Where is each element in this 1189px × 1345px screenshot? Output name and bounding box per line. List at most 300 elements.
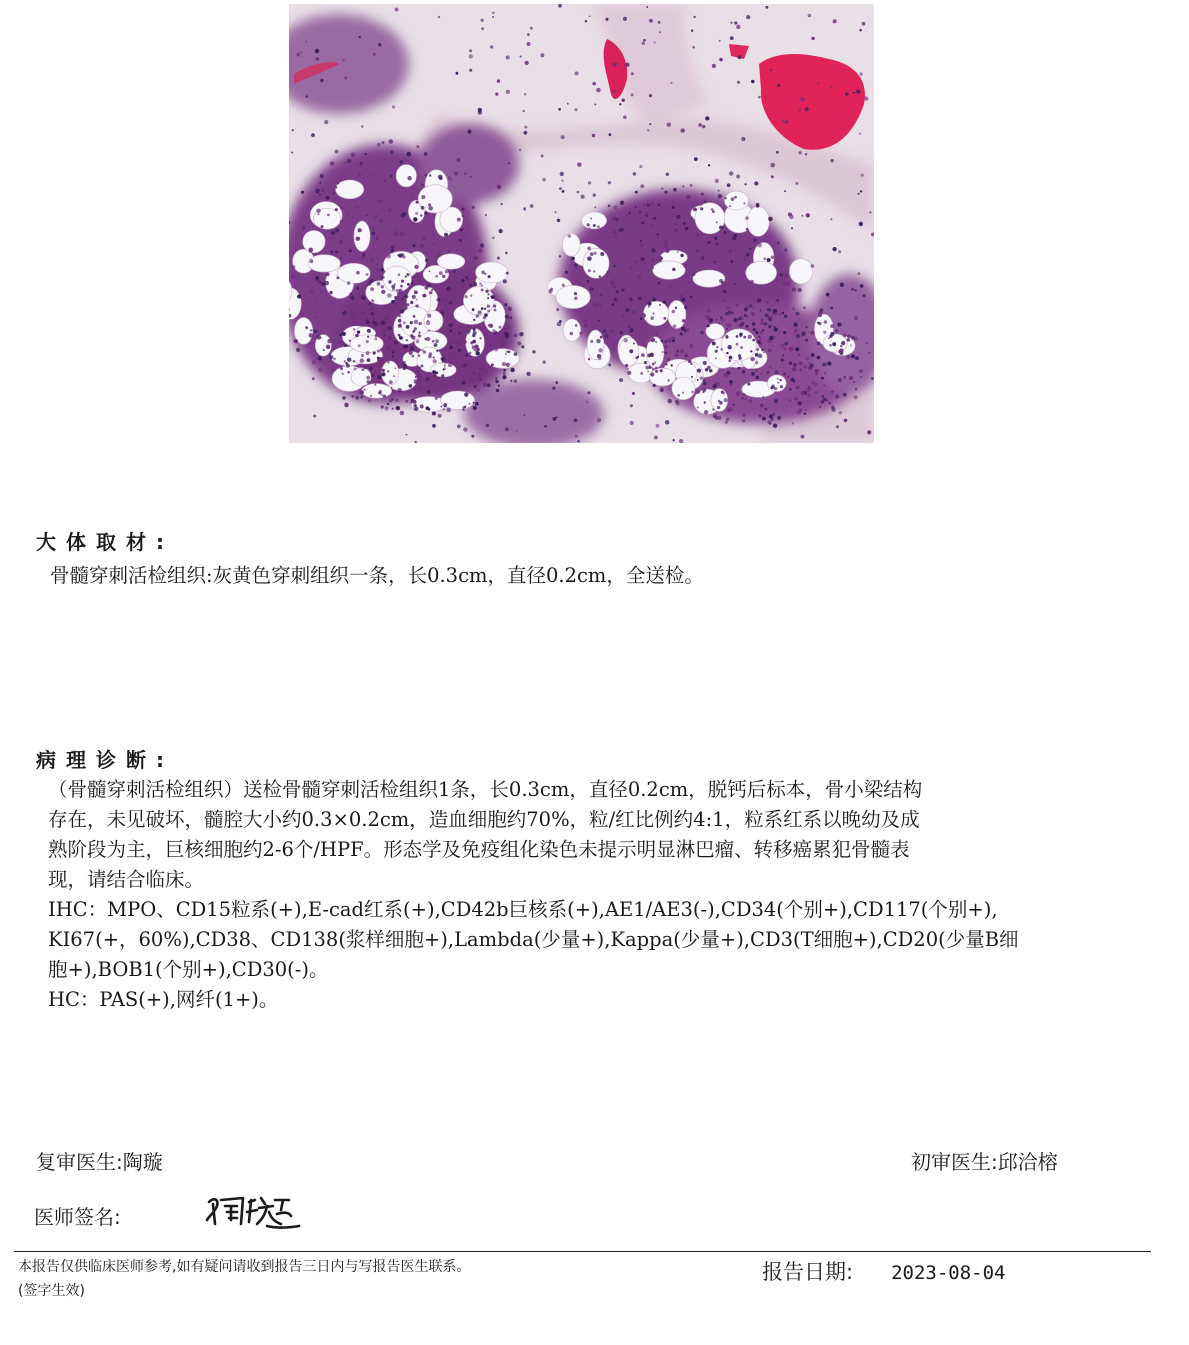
cell-nucleus — [395, 399, 398, 402]
cell-nucleus — [524, 131, 528, 135]
cell-nucleus — [470, 244, 472, 246]
cell-nucleus — [585, 20, 588, 23]
cell-nucleus — [459, 239, 462, 242]
cell-nucleus — [835, 395, 839, 399]
cell-nucleus — [707, 241, 710, 244]
cell-nucleus — [429, 352, 433, 356]
cell-nucleus — [805, 409, 807, 411]
cell-nucleus — [392, 288, 395, 291]
cell-nucleus — [847, 334, 851, 338]
cell-nucleus — [381, 268, 384, 271]
cell-nucleus — [394, 283, 396, 285]
cell-nucleus — [454, 346, 456, 348]
cell-nucleus — [733, 404, 735, 406]
cell-nucleus — [724, 197, 726, 199]
cell-nucleus — [744, 308, 748, 312]
cell-nucleus — [743, 257, 747, 261]
cell-nucleus — [710, 240, 713, 243]
cell-nucleus — [609, 133, 612, 136]
cell-nucleus — [478, 248, 482, 252]
cell-nucleus — [336, 276, 339, 279]
cell-nucleus — [851, 288, 854, 291]
cell-nucleus — [681, 327, 686, 332]
cell-nucleus — [404, 344, 408, 348]
cell-nucleus — [843, 334, 847, 338]
cell-nucleus — [387, 370, 389, 372]
cell-nucleus — [606, 18, 609, 21]
cell-nucleus — [377, 350, 380, 353]
cell-nucleus — [453, 269, 456, 272]
cell-nucleus — [664, 345, 667, 348]
cell-nucleus — [613, 230, 617, 234]
cell-nucleus — [497, 79, 500, 82]
cell-nucleus — [803, 307, 805, 309]
cell-nucleus — [413, 387, 417, 391]
cell-nucleus — [753, 328, 757, 332]
cell-nucleus — [366, 351, 370, 355]
cell-nucleus — [777, 378, 779, 380]
cell-nucleus — [468, 355, 470, 357]
cell-nucleus — [632, 310, 636, 314]
cell-nucleus — [600, 336, 603, 339]
cell-nucleus — [416, 274, 418, 276]
fat-vacuole — [303, 230, 325, 252]
cell-nucleus — [399, 160, 403, 164]
cell-nucleus — [464, 364, 467, 367]
cell-nucleus — [395, 303, 397, 305]
cell-nucleus — [732, 367, 735, 370]
fat-vacuole — [653, 261, 686, 279]
cell-nucleus — [464, 350, 466, 352]
cell-nucleus — [612, 90, 616, 94]
cell-nucleus — [487, 383, 491, 387]
diagnosis-line: IHC：MPO、CD15粒系(+),E-cad红系(+),CD42b巨核系(+),AE1/AE3(-),CD34(个别+),CD117(个别+), — [48, 898, 998, 921]
cell-nucleus — [332, 189, 335, 192]
cell-nucleus — [480, 243, 484, 247]
cell-nucleus — [312, 360, 317, 365]
cell-nucleus — [853, 395, 857, 399]
cell-nucleus — [696, 250, 698, 252]
cell-nucleus — [752, 339, 755, 342]
cell-nucleus — [632, 392, 635, 395]
cell-nucleus — [505, 335, 509, 339]
cell-nucleus — [398, 319, 402, 323]
cell-nucleus — [700, 331, 704, 335]
cell-nucleus — [330, 161, 335, 166]
cell-nucleus — [763, 258, 766, 261]
cell-nucleus — [481, 289, 484, 292]
cell-nucleus — [756, 348, 759, 351]
cell-nucleus — [860, 376, 862, 378]
cell-nucleus — [530, 204, 534, 208]
cell-nucleus — [492, 11, 495, 14]
cell-nucleus — [746, 15, 750, 19]
cell-nucleus — [301, 191, 304, 194]
cell-nucleus — [782, 312, 785, 315]
cell-nucleus — [741, 137, 745, 141]
cell-nucleus — [659, 304, 661, 306]
cell-nucleus — [441, 311, 444, 314]
cell-nucleus — [371, 374, 374, 377]
cell-nucleus — [374, 384, 376, 386]
cell-nucleus — [803, 365, 807, 369]
cell-nucleus — [661, 187, 663, 189]
cell-nucleus — [739, 324, 742, 327]
cell-nucleus — [692, 46, 695, 49]
cell-nucleus — [642, 313, 646, 317]
cell-nucleus — [469, 284, 472, 287]
cell-nucleus — [398, 353, 400, 355]
cell-nucleus — [688, 360, 692, 364]
cell-nucleus — [410, 301, 413, 304]
cell-nucleus — [654, 435, 658, 439]
cell-nucleus — [760, 338, 762, 340]
cell-nucleus — [425, 259, 428, 262]
cell-nucleus — [584, 324, 587, 327]
cell-nucleus — [387, 254, 391, 258]
cell-nucleus — [758, 96, 761, 99]
cell-nucleus — [777, 416, 781, 420]
cell-nucleus — [807, 387, 811, 391]
cell-nucleus — [349, 249, 352, 252]
cell-nucleus — [432, 424, 436, 428]
cell-nucleus — [635, 191, 638, 194]
cell-nucleus — [793, 323, 797, 327]
cell-nucleus — [499, 229, 503, 233]
cell-nucleus — [798, 354, 800, 356]
cell-nucleus — [665, 363, 668, 366]
cell-nucleus — [461, 215, 463, 217]
cell-nucleus — [432, 340, 435, 343]
cell-nucleus — [587, 280, 590, 283]
cell-nucleus — [664, 351, 667, 354]
cell-nucleus — [588, 269, 591, 272]
cell-nucleus — [588, 181, 591, 184]
cell-nucleus — [845, 92, 849, 96]
cell-nucleus — [773, 424, 777, 428]
cell-nucleus — [356, 287, 359, 290]
cell-nucleus — [429, 174, 432, 177]
cell-nucleus — [464, 172, 467, 175]
cell-nucleus — [850, 344, 852, 346]
cell-nucleus — [844, 419, 848, 423]
cell-nucleus — [690, 296, 692, 298]
cell-nucleus — [731, 312, 734, 315]
cell-nucleus — [483, 332, 487, 336]
cell-nucleus — [600, 252, 604, 256]
cell-nucleus — [381, 394, 383, 396]
cell-nucleus — [478, 310, 482, 314]
cell-nucleus — [435, 397, 438, 400]
cell-nucleus — [438, 414, 442, 418]
cell-nucleus — [650, 202, 654, 206]
cell-nucleus — [335, 250, 338, 253]
cell-nucleus — [315, 189, 320, 194]
cell-nucleus — [413, 400, 417, 404]
cell-nucleus — [417, 371, 419, 373]
cell-nucleus — [740, 346, 743, 349]
cell-nucleus — [473, 331, 477, 335]
cell-nucleus — [660, 340, 663, 343]
cell-nucleus — [682, 319, 685, 322]
cell-nucleus — [649, 123, 651, 125]
cell-nucleus — [604, 334, 608, 338]
cell-nucleus — [419, 386, 421, 388]
cell-nucleus — [391, 300, 394, 303]
cell-nucleus — [628, 326, 630, 328]
cell-nucleus — [772, 413, 775, 416]
cell-nucleus — [291, 274, 295, 278]
cell-nucleus — [806, 326, 808, 328]
cell-nucleus — [613, 264, 616, 267]
cell-nucleus — [514, 379, 518, 383]
cell-nucleus — [392, 355, 394, 357]
cell-nucleus — [413, 217, 417, 221]
cell-nucleus — [814, 383, 818, 387]
cell-nucleus — [689, 344, 693, 348]
cell-nucleus — [729, 356, 733, 360]
cell-nucleus — [821, 377, 824, 380]
cell-nucleus — [349, 340, 351, 342]
cell-nucleus — [647, 129, 649, 131]
cell-nucleus — [461, 280, 463, 282]
cell-nucleus — [855, 356, 859, 360]
cell-nucleus — [626, 259, 628, 261]
cell-nucleus — [625, 364, 628, 367]
cell-nucleus — [659, 256, 663, 260]
cell-nucleus — [369, 367, 372, 370]
cell-nucleus — [384, 315, 389, 320]
cell-nucleus — [759, 415, 761, 417]
cell-nucleus — [350, 313, 353, 316]
cell-nucleus — [657, 282, 660, 285]
cell-nucleus — [421, 206, 425, 210]
cell-nucleus — [797, 288, 801, 292]
cell-nucleus — [707, 308, 712, 313]
cell-nucleus — [319, 281, 322, 284]
cell-nucleus — [472, 371, 476, 375]
cell-nucleus — [452, 323, 454, 325]
cell-nucleus — [581, 195, 585, 199]
cell-nucleus — [407, 176, 411, 180]
cell-nucleus — [479, 367, 484, 372]
cell-nucleus — [300, 51, 302, 53]
cell-nucleus — [600, 294, 602, 296]
cell-nucleus — [378, 43, 381, 46]
cell-nucleus — [420, 405, 424, 409]
cell-nucleus — [733, 234, 737, 238]
cell-nucleus — [626, 214, 629, 217]
cell-nucleus — [644, 262, 647, 265]
cell-nucleus — [795, 347, 799, 351]
cell-nucleus — [775, 370, 779, 374]
cell-nucleus — [344, 403, 348, 407]
cell-nucleus — [703, 382, 707, 386]
cell-nucleus — [574, 108, 577, 111]
cell-nucleus — [727, 323, 732, 328]
cell-nucleus — [314, 330, 317, 333]
cell-nucleus — [562, 180, 564, 182]
diagnosis-line: 胞+),BOB1(个别+),CD30(-)。 — [48, 958, 329, 981]
cell-nucleus — [663, 317, 666, 320]
cell-nucleus — [784, 342, 788, 346]
cell-nucleus — [619, 103, 621, 105]
date-label: 报告日期: — [762, 1260, 854, 1284]
cell-nucleus — [575, 324, 578, 327]
cell-nucleus — [400, 232, 404, 236]
cell-nucleus — [756, 203, 760, 207]
cell-nucleus — [392, 407, 394, 409]
cell-nucleus — [745, 216, 749, 220]
cell-nucleus — [784, 315, 788, 319]
cell-nucleus — [727, 183, 731, 187]
cell-nucleus — [544, 425, 547, 428]
cell-nucleus — [598, 348, 602, 352]
cell-nucleus — [327, 339, 331, 343]
cell-nucleus — [292, 129, 294, 131]
cell-nucleus — [379, 219, 383, 223]
cell-nucleus — [465, 295, 468, 298]
cell-nucleus — [693, 16, 695, 18]
cell-nucleus — [671, 82, 673, 84]
cell-nucleus — [785, 120, 788, 123]
cell-nucleus — [383, 395, 386, 398]
cell-nucleus — [836, 425, 839, 428]
cell-nucleus — [742, 419, 745, 422]
cell-nucleus — [689, 318, 691, 320]
cell-nucleus — [830, 332, 834, 336]
cell-nucleus — [791, 227, 793, 229]
cell-nucleus — [442, 298, 446, 302]
cell-nucleus — [461, 365, 464, 368]
cell-nucleus — [613, 298, 617, 302]
fat-vacuole — [437, 254, 464, 269]
cell-nucleus — [310, 329, 313, 332]
cell-nucleus — [776, 151, 779, 154]
cell-nucleus — [719, 279, 723, 283]
cell-nucleus — [725, 421, 728, 424]
cell-nucleus — [356, 236, 361, 241]
cell-nucleus — [788, 399, 791, 402]
cell-nucleus — [338, 340, 341, 343]
cell-nucleus — [715, 350, 718, 353]
cell-nucleus — [733, 283, 735, 285]
fat-vacuole — [747, 206, 769, 236]
cell-nucleus — [444, 365, 446, 367]
cell-nucleus — [635, 356, 638, 359]
cell-nucleus — [347, 320, 349, 322]
cell-nucleus — [729, 205, 731, 207]
cell-nucleus — [750, 280, 754, 284]
cell-nucleus — [727, 408, 731, 412]
cell-nucleus — [401, 213, 405, 217]
cell-nucleus — [337, 182, 339, 184]
cell-nucleus — [705, 368, 709, 372]
cell-nucleus — [446, 287, 450, 291]
cell-nucleus — [481, 284, 483, 286]
cell-nucleus — [361, 295, 366, 300]
cell-nucleus — [463, 340, 467, 344]
cell-nucleus — [434, 374, 436, 376]
cell-nucleus — [467, 330, 470, 333]
cell-nucleus — [389, 399, 393, 403]
cell-nucleus — [748, 335, 752, 339]
cell-nucleus — [833, 19, 837, 23]
cell-nucleus — [810, 331, 814, 335]
cell-nucleus — [504, 303, 507, 306]
cell-nucleus — [487, 304, 490, 307]
cell-nucleus — [776, 299, 779, 302]
cell-nucleus — [691, 376, 693, 378]
cell-nucleus — [411, 355, 414, 358]
cell-nucleus — [356, 271, 360, 275]
cell-nucleus — [344, 360, 346, 362]
cell-nucleus — [450, 329, 453, 332]
cell-nucleus — [614, 235, 618, 239]
cell-nucleus — [353, 360, 356, 363]
cell-nucleus — [697, 368, 701, 372]
cell-nucleus — [616, 218, 619, 221]
cell-nucleus — [719, 58, 722, 61]
cell-nucleus — [506, 272, 509, 275]
cell-nucleus — [728, 311, 732, 315]
cell-nucleus — [333, 192, 335, 194]
cell-nucleus — [771, 384, 774, 387]
cell-nucleus — [414, 379, 419, 384]
cell-nucleus — [567, 103, 569, 105]
cell-nucleus — [652, 211, 654, 213]
cell-nucleus — [819, 406, 821, 408]
cell-nucleus — [392, 105, 395, 108]
cell-nucleus — [784, 274, 788, 278]
cell-nucleus — [818, 322, 821, 325]
cell-nucleus — [851, 354, 855, 358]
cell-nucleus — [439, 271, 443, 275]
cell-nucleus — [556, 308, 559, 311]
cell-nucleus — [716, 319, 718, 321]
cell-nucleus — [698, 123, 702, 127]
cell-nucleus — [784, 190, 786, 192]
cell-nucleus — [720, 316, 722, 318]
cell-nucleus — [474, 345, 479, 350]
cell-nucleus — [853, 381, 855, 383]
cell-nucleus — [575, 71, 579, 75]
cell-nucleus — [743, 413, 745, 415]
cell-nucleus — [829, 402, 831, 404]
cell-nucleus — [398, 289, 402, 293]
cell-nucleus — [826, 399, 829, 402]
cell-nucleus — [414, 265, 418, 269]
cell-nucleus — [586, 401, 588, 403]
cell-nucleus — [420, 244, 424, 248]
cell-nucleus — [700, 376, 703, 379]
cell-nucleus — [673, 324, 677, 328]
cell-nucleus — [744, 314, 747, 317]
cell-nucleus — [667, 379, 669, 381]
cell-nucleus — [750, 350, 752, 352]
cell-nucleus — [620, 228, 624, 232]
cell-nucleus — [360, 396, 363, 399]
fat-vacuole — [695, 203, 725, 234]
cell-nucleus — [736, 391, 741, 396]
cell-nucleus — [421, 364, 424, 367]
cell-nucleus — [340, 206, 343, 209]
cell-nucleus — [649, 366, 652, 369]
cell-nucleus — [462, 408, 465, 411]
cell-nucleus — [377, 357, 380, 360]
cell-nucleus — [631, 72, 634, 75]
cell-nucleus — [433, 357, 435, 359]
